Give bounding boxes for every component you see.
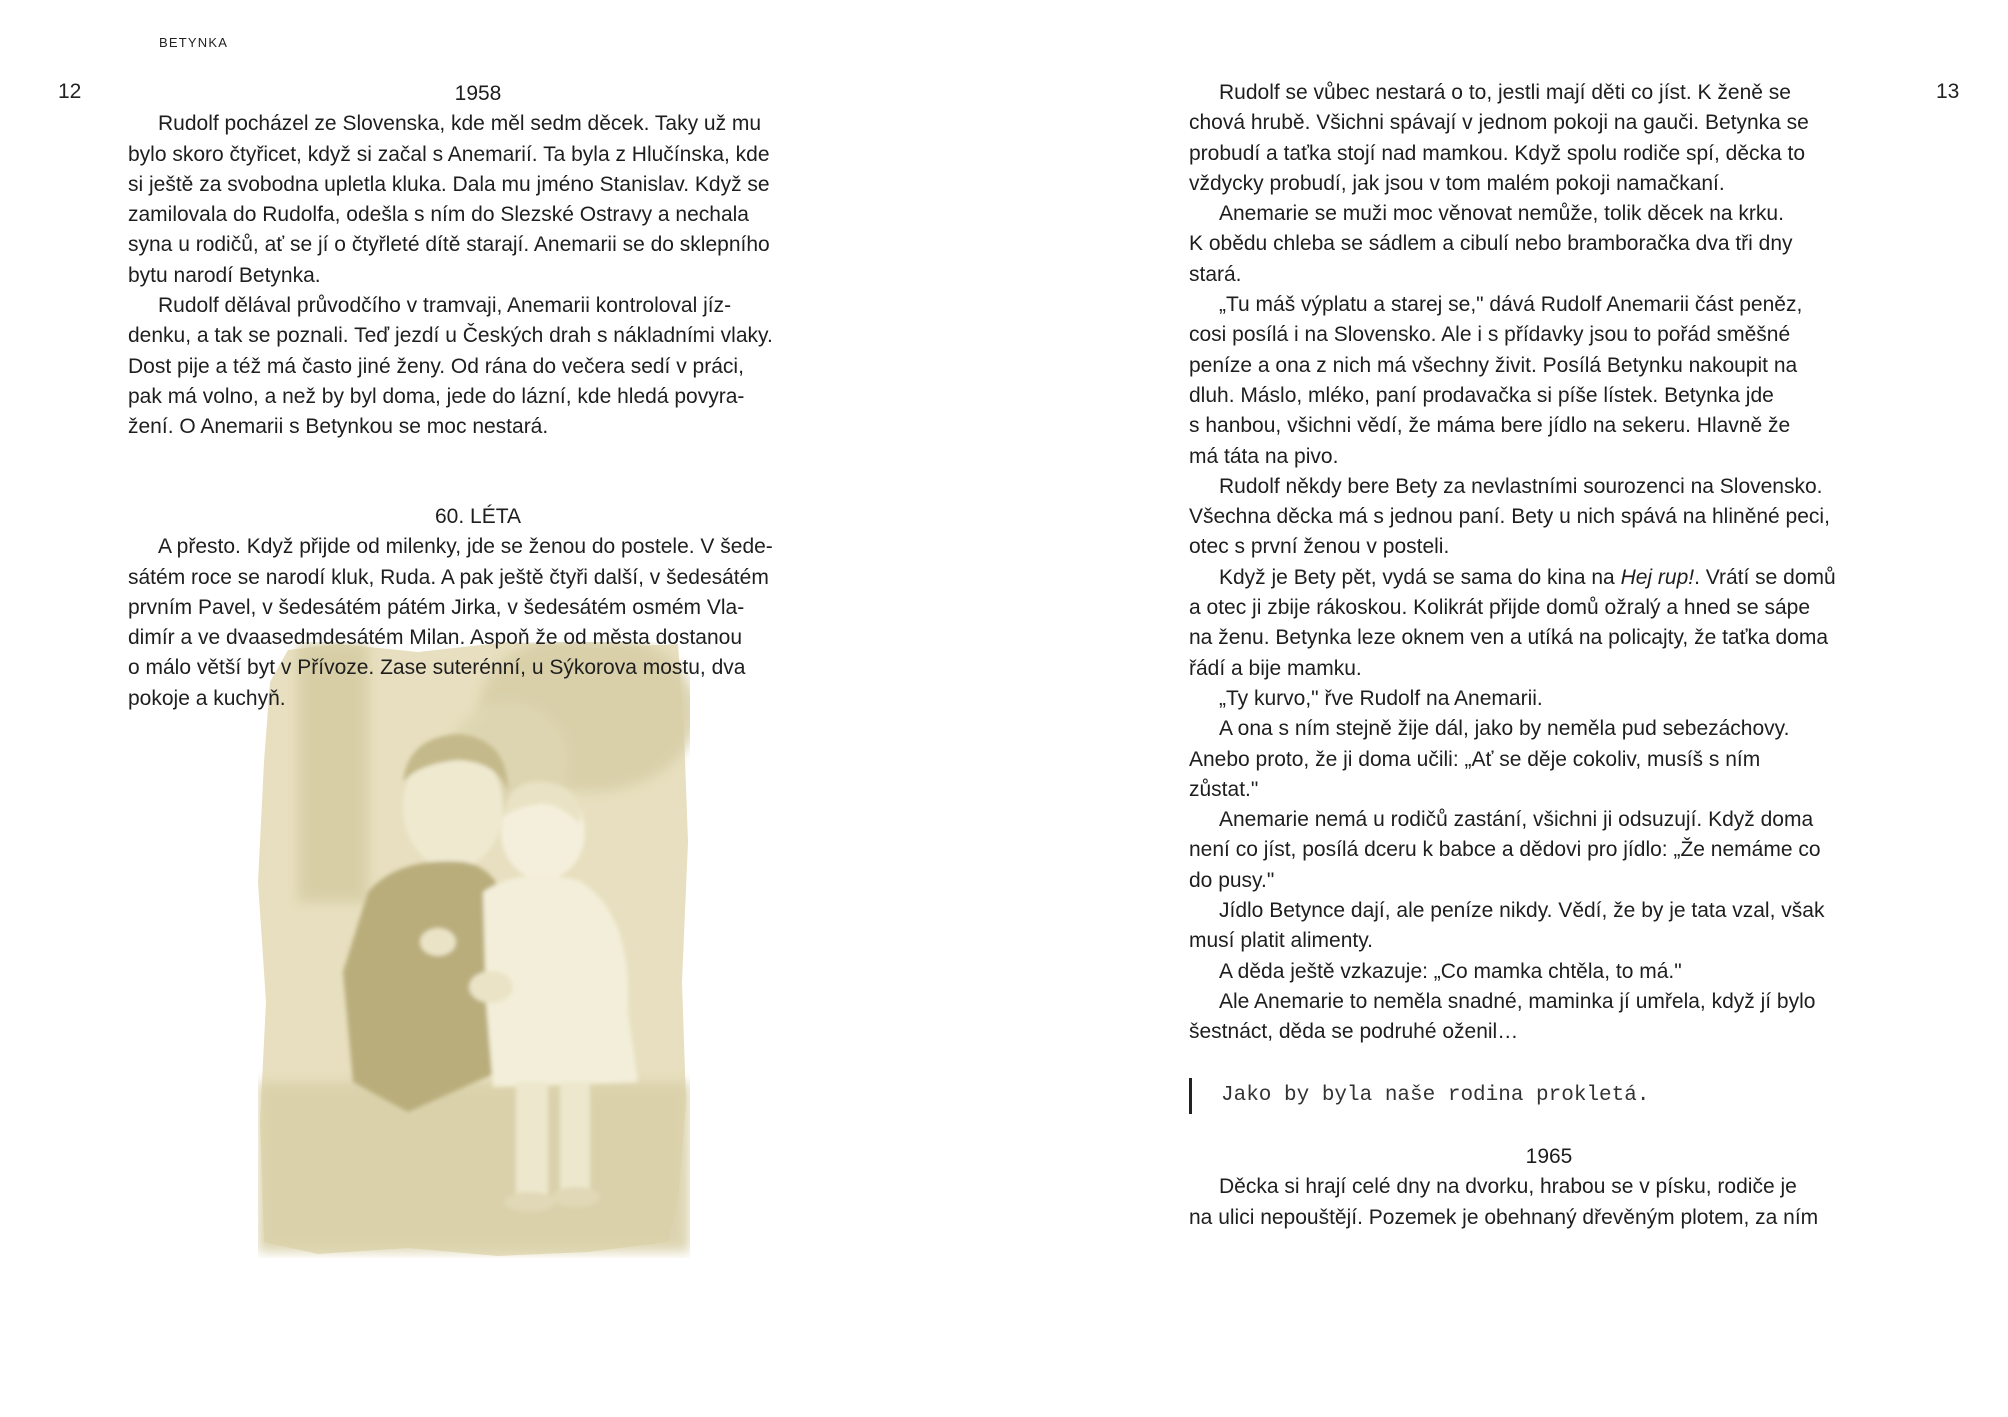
paragraph-line: syna u rodičů, ať se jí o čtyřleté dítě starají. Anemarii se do sklepního [128, 233, 770, 257]
paragraph-line: zůstat." [1189, 777, 1259, 801]
paragraph-line: Jídlo Betynce dají, ale peníze nikdy. Vědí, že by je tata vzal, však [1219, 899, 1825, 923]
paragraph-line: pokoje a kuchyň. [128, 686, 286, 710]
paragraph-line: Anemarie nemá u rodičů zastání, všichni ji odsuzují. Když doma [1219, 808, 1814, 832]
paragraph-line: Všechna děcka má s jednou paní. Bety u nich spává na hliněné peci, [1189, 505, 1830, 529]
paragraph-line: otec s první ženou v posteli. [1189, 535, 1450, 559]
paragraph-line: chová hrubě. Všichni spávají v jednom pokoji na gauči. Betynka se [1189, 111, 1809, 135]
paragraph-line: zamilovala do Rudolfa, odešla s ním do Slezské Ostravy a nechala [128, 203, 749, 227]
paragraph-line: má táta na pivo. [1189, 444, 1339, 468]
paragraph-line [1189, 563, 1909, 593]
paragraph-line: denku, a tak se poznali. Teď jezdí u Českých drah s nákladními vlaky. [128, 324, 773, 348]
line-text: Když je Bety pět, vydá se sama do kina na [1219, 565, 1621, 589]
paragraph-line: Anebo proto, že ji doma učili: „Ať se děje cokoliv, musíš s ním [1189, 747, 1761, 771]
paragraph-line: „Ty kurvo," řve Rudolf na Anemarii. [1219, 686, 1543, 710]
paragraph-line: do pusy." [1189, 868, 1275, 892]
right-text-main [1189, 78, 1909, 1048]
section-heading-1965: 1965 [1525, 1145, 1573, 1168]
running-head: BETYNKA [159, 35, 229, 50]
paragraph-line: Rudolf dělával průvodčího v tramvaji, Anemarii kontroloval jíz- [158, 294, 732, 318]
paragraph-line: Rudolf někdy bere Bety za nevlastními sourozenci na Slovensko. [1219, 474, 1823, 498]
paragraph-line: prvním Pavel, v šedesátém pátém Jirka, v šedesátém osmém Vla- [128, 595, 745, 619]
paragraph-line: A přesto. Když přijde od milenky, jde se ženou do postele. V šede- [158, 535, 773, 559]
paragraph-line: Rudolf se vůbec nestará o to, jestli mají děti co jíst. K ženě se [1219, 81, 1791, 104]
paragraph-line: není co jíst, posílá dceru k babce a dědovi pro jídlo: „Že nemáme co [1189, 838, 1821, 862]
paragraph-line: Ale Anemarie to neměla snadné, maminka jí umřela, když jí bylo [1219, 989, 1816, 1013]
paragraph-line: sátém roce se narodí kluk, Ruda. A pak ještě čtyři další, v šedesátém [128, 565, 769, 589]
paragraph-line: a otec ji zbije rákoskou. Kolikrát přijde domů ožralý a hned se sápe [1189, 596, 1810, 620]
section-heading-1958: 1958 [454, 82, 502, 105]
paragraph-line: si ještě za svobodna upletla kluka. Dala mu jméno Stanislav. Když se [128, 172, 770, 196]
paragraph-line: o málo větší byt v Přívoze. Zase suterénní, u Sýkorova mostu, dva [128, 656, 746, 680]
film-title: Hej rup! [1620, 565, 1695, 589]
paragraph-line: Dost pije a též má často jiné ženy. Od rána do večera sedí v práci, [128, 354, 744, 378]
paragraph-line: Anemarie se muži moc věnovat nemůže, tolik děcek na krku. [1219, 202, 1784, 226]
paragraph-line: cosi posílá i na Slovensko. Ale i s přídavky jsou to pořád směšné [1189, 323, 1791, 347]
section-heading-60-leta: 60. LÉTA [435, 505, 521, 528]
paragraph-line: K obědu chleba se sádlem a cibulí nebo bramboračka dva tři dny [1189, 232, 1793, 256]
left-text-section-1958 [128, 79, 828, 443]
paragraph-line: Děcka si hrají celé dny na dvorku, hrabou se v písku, rodiče je [1219, 1175, 1797, 1199]
paragraph-line: Rudolf pocházel ze Slovenska, kde měl sedm děcek. Taky už mu [158, 112, 762, 136]
paragraph-line: „Tu máš výplatu a starej se," dává Rudolf Anemarii část peněz, [1219, 293, 1803, 317]
paragraph-line: peníze a ona z nich má všechny živit. Posílá Betynku nakoupit na [1189, 353, 1798, 377]
paragraph-line: žení. O Anemarii s Betynkou se moc nestará. [128, 415, 549, 439]
paragraph-line: probudí a taťka stojí nad mamkou. Když spolu rodiče spí, děcka to [1189, 141, 1806, 165]
paragraph-line: A ona s ním stejně žije dál, jako by neměla pud sebezáchovy. [1219, 717, 1790, 741]
paragraph-line: pak má volno, a než by byl doma, jede do lázní, kde hledá povyra- [128, 384, 745, 408]
paragraph-line: dimír a ve dvaasedmdesátém Milan. Aspoň že od města dostanou [128, 626, 743, 650]
right-text-section-1965 [1189, 1142, 1909, 1233]
paragraph-line: na ženu. Betynka leze oknem ven a utíká na policajty, že taťka doma [1189, 626, 1829, 650]
paragraph-line: vždycky probudí, jak jsou v tom malém pokoji namačkaní. [1189, 171, 1725, 195]
paragraph-line: musí platit alimenty. [1189, 929, 1374, 953]
page-number-right: 13 [1936, 80, 1960, 103]
paragraph-line: bytu narodí Betynka. [128, 263, 321, 287]
paragraph-line: šestnáct, děda se podruhé oženil… [1189, 1020, 1519, 1044]
paragraph-line: s hanbou, všichni vědí, že máma bere jídlo na sekeru. Hlavně že [1189, 414, 1791, 438]
line-text: . Vrátí se domů [1694, 565, 1836, 589]
left-text-section-60s [128, 502, 828, 714]
paragraph-line: A děda ještě vzkazuje: „Co mamka chtěla, to má." [1219, 959, 1682, 983]
paragraph-line: bylo skoro čtyřicet, když si začal s Anemarií. Ta byla z Hlučínska, kde [128, 142, 770, 166]
page-number-left: 12 [58, 80, 82, 103]
pull-quote: Jako by byla naše rodina prokletá. [1189, 1078, 1649, 1114]
paragraph-line: na ulici nepouštějí. Pozemek je obehnaný dřevěným plotem, za ním [1189, 1205, 1819, 1229]
family-photo [258, 642, 690, 1258]
paragraph-line: stará. [1189, 262, 1242, 286]
paragraph-line: řádí a bije mamku. [1189, 656, 1362, 680]
paragraph-line: dluh. Máslo, mléko, paní prodavačka si píše lístek. Betynka jde [1189, 383, 1774, 407]
